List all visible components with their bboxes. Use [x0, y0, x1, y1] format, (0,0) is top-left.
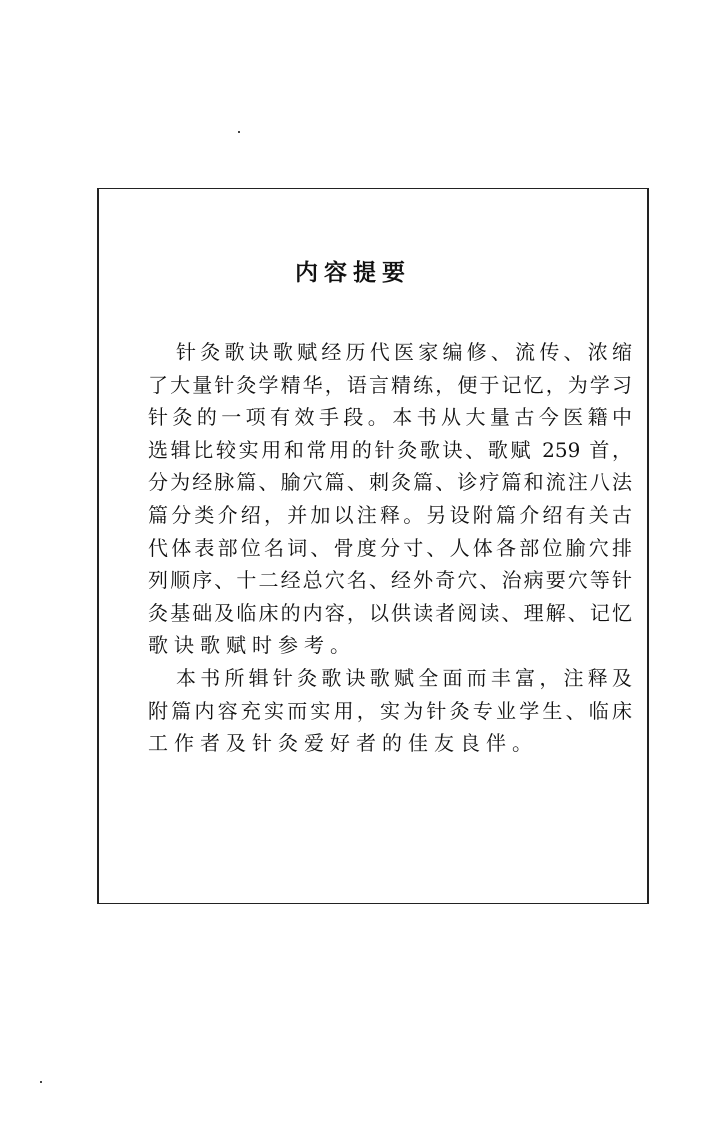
summary-body — [148, 336, 632, 760]
page-title: 内容提要 — [295, 260, 411, 286]
text-line: 了大量针灸学精华，语言精练，便于记忆，为学习 — [148, 372, 632, 397]
text-line: 针灸的一项有效手段。本书从大量古今医籍中 — [148, 405, 632, 430]
text-line: 歌诀歌赋时参考。 — [148, 633, 356, 658]
text-line: 附篇内容充实而实用，实为针灸专业学生、临床 — [148, 698, 632, 723]
text-line: 代体表部位名词、骨度分寸、人体各部位腧穴排 — [148, 535, 632, 560]
text-line: 篇分类介绍，并加以注释。另设附篇介绍有关古 — [148, 502, 632, 527]
text-line: 分为经脉篇、腧穴篇、刺灸篇、诊疗篇和流注八法 — [148, 470, 632, 495]
text-line: 选辑比较实用和常用的针灸歌诀、歌赋 259 首， — [148, 437, 632, 462]
scan-speck — [238, 131, 240, 133]
text-line: 本书所辑针灸歌诀歌赋全面而丰富，注释及 — [176, 665, 632, 690]
text-line: 针灸歌诀歌赋经历代医家编修、流传、浓缩 — [176, 340, 632, 364]
text-line: 列顺序、十二经总穴名、经外奇穴、治病要穴等针 — [148, 568, 632, 593]
text-line: 灸基础及临床的内容，以供读者阅读、理解、记忆 — [148, 600, 632, 625]
scan-speck — [40, 1081, 42, 1083]
text-line: 工作者及针灸爱好者的佳友良伴。 — [148, 731, 538, 756]
